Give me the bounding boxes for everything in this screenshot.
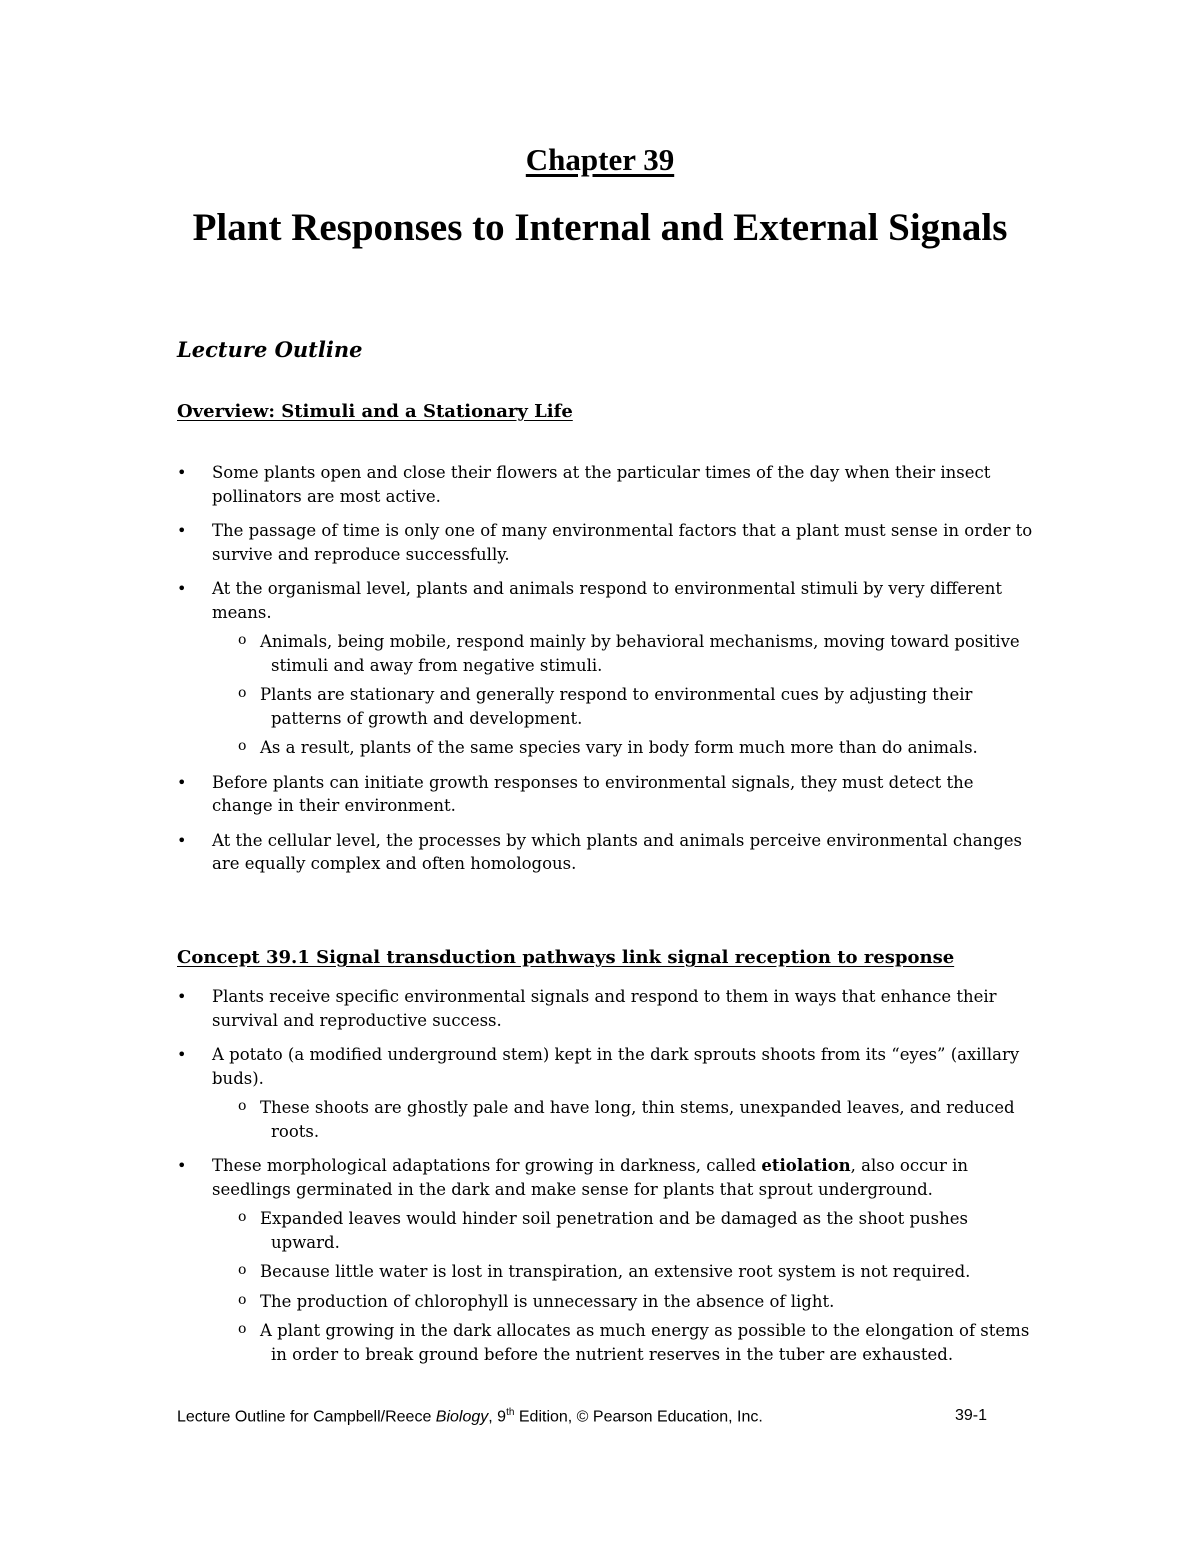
sub-list-item xyxy=(247,1319,1037,1366)
page-number: 39-1 xyxy=(954,1407,987,1424)
list-item: • Plants receive specific environmental signals and respond to them in ways that enhance their survival and reproductive success. xyxy=(177,985,1037,1032)
sub-list-item xyxy=(247,736,1037,760)
concept-bullet-list xyxy=(177,985,1037,1377)
sub-list-item xyxy=(247,630,1037,677)
list-item-text: At the organismal level, plants and animals respond to environmental stimuli by very different means. xyxy=(212,579,1003,622)
list-item: • Before plants can initiate growth responses to environmental signals, they must detect the change in their environment. xyxy=(177,771,1037,818)
list-item xyxy=(177,577,1037,760)
sub-list-item-text: Because little water is lost in transpiration, an extensive root system is not required. xyxy=(260,1262,971,1281)
footer-publisher: Edition, © Pearson Education, Inc. xyxy=(514,1408,763,1426)
list-item-text: , also occur in seedlings germinated in the dark and make sense for plants that sprout underground. xyxy=(212,1156,969,1199)
list-item: • Some plants open and close their flowers at the particular times of the day when their insect pollinators are most active. xyxy=(177,461,1037,508)
page-footer xyxy=(177,1407,987,1426)
list-item-text: A potato (a modified underground stem) kept in the dark sprouts shoots from its “eyes” (axillary buds). xyxy=(212,1045,1020,1088)
list-item-text: These morphological adaptations for growing in darkness, called xyxy=(212,1156,762,1175)
lecture-outline-heading: Lecture Outline xyxy=(177,337,363,362)
sub-bullet-list xyxy=(212,1096,1037,1143)
sub-list-item-text: As a result, plants of the same species vary in body form much more than do animals. xyxy=(260,738,978,757)
sub-list-item-text: A plant growing in the dark allocates as much energy as possible to the elongation of stems in order to break ground before the nutrient reserves in the tuber are exhausted. xyxy=(260,1321,1030,1364)
sub-list-item xyxy=(247,1096,1037,1143)
sub-list-item-text: Animals, being mobile, respond mainly by behavioral mechanisms, moving toward positive stimuli and away from negative stimuli. xyxy=(260,632,1020,675)
section-heading-overview: Overview: Stimuli and a Stationary Life xyxy=(177,401,573,422)
overview-bullet-list xyxy=(177,461,1037,887)
sub-list-item xyxy=(247,683,1037,730)
section-heading-concept-39-1: Concept 39.1 Signal transduction pathways link signal reception to response xyxy=(177,947,955,968)
sub-list-item xyxy=(247,1290,1037,1314)
sub-list-item-text: Plants are stationary and generally respond to environmental cues by adjusting their patterns of growth and development. xyxy=(260,685,973,728)
sub-list-item-text: The production of chlorophyll is unnecessary in the absence of light. xyxy=(260,1291,835,1311)
footer-edition: , 9 xyxy=(488,1408,507,1426)
footer-book-title: Biology xyxy=(435,1408,489,1426)
sub-list-item-text: Expanded leaves would hinder soil penetration and be damaged as the shoot pushes upward. xyxy=(260,1209,968,1252)
chapter-number: Chapter 39 xyxy=(525,142,675,177)
list-item xyxy=(177,1043,1037,1143)
sub-list-item xyxy=(247,1260,1037,1284)
sub-bullet-list xyxy=(212,1207,1037,1366)
key-term: etiolation xyxy=(761,1156,851,1175)
list-item: • At the cellular level, the processes by which plants and animals perceive environmental changes are equally complex and often homologous. xyxy=(177,829,1037,876)
list-item xyxy=(177,1154,1037,1366)
footer-prefix: Lecture Outline for Campbell/Reece xyxy=(177,1408,436,1426)
sub-list-item-text: These shoots are ghostly pale and have long, thin stems, unexpanded leaves, and reduced roots. xyxy=(260,1098,1015,1141)
chapter-title: Plant Responses to Internal and External Signals xyxy=(192,206,1008,249)
list-item: • The passage of time is only one of many environmental factors that a plant must sense in order to survive and reproduce successfully. xyxy=(177,519,1037,566)
sub-bullet-list xyxy=(212,630,1037,760)
footer-edition-suffix: th xyxy=(506,1407,515,1418)
sub-list-item xyxy=(247,1207,1037,1254)
